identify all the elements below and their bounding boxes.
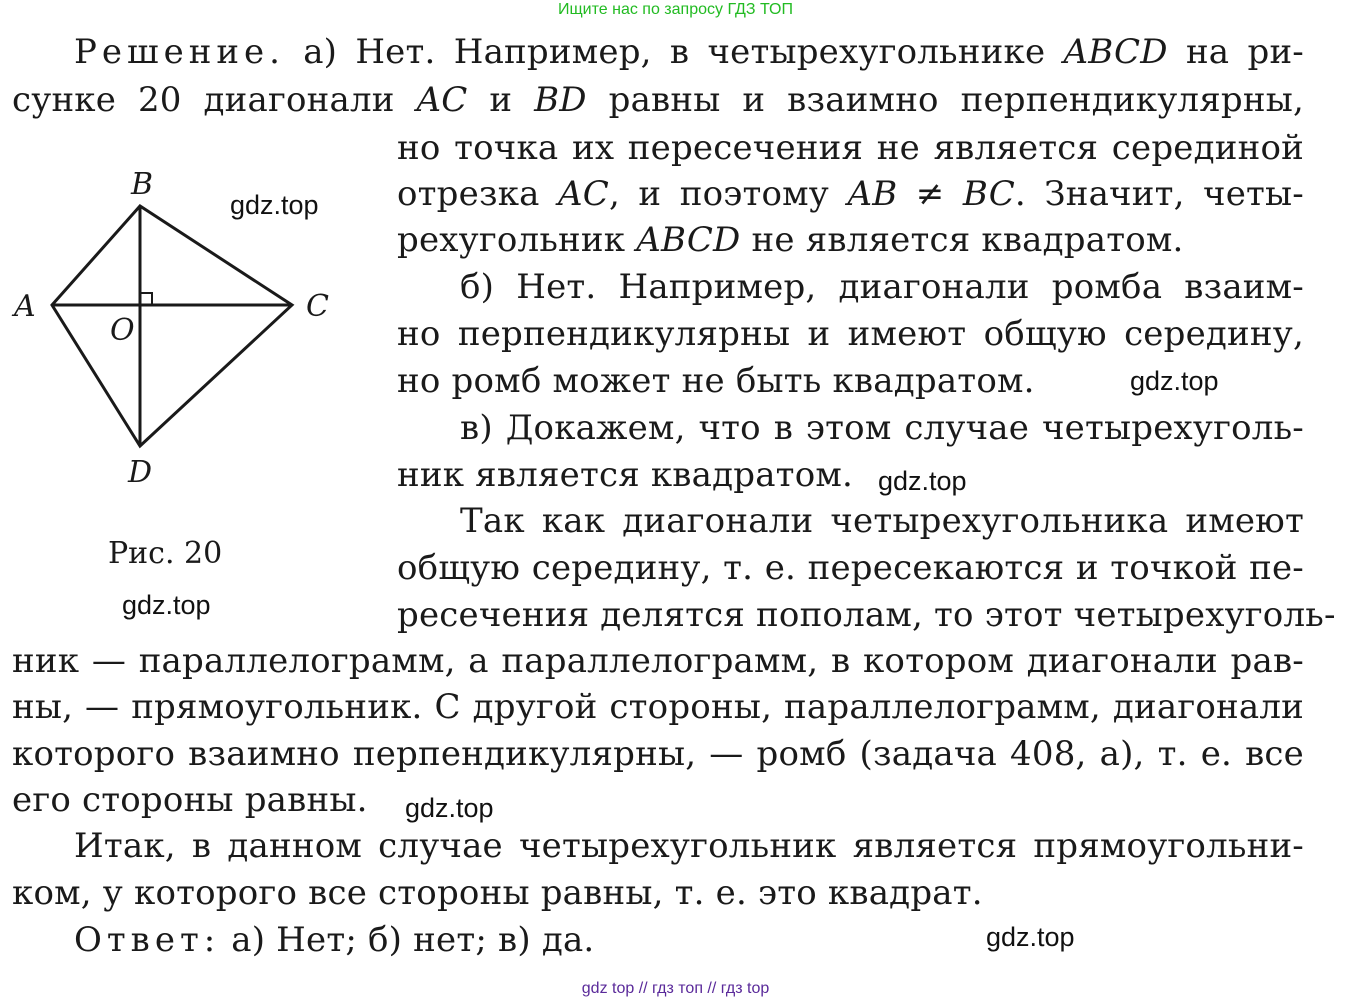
site-banner: Ищите нас по запросу ГДЗ ТОП — [558, 1, 793, 18]
label-b: B — [131, 167, 154, 202]
text-line-19: ком, у которого все стороны равны, т. е. это квадрат. — [12, 873, 983, 913]
watermark: gdz.top — [878, 466, 967, 496]
label-a: A — [14, 289, 36, 324]
solution-label: Решение. — [74, 32, 285, 72]
label-d: D — [128, 455, 153, 490]
math-bd: BD — [534, 80, 587, 120]
text-line-13: ресечения делятся пополам, то этот четырехуголь- — [397, 595, 1336, 635]
watermark: gdz.top — [405, 793, 494, 823]
math-abcd: ABCD — [1063, 32, 1168, 72]
text-line-11: Так как диагонали четырехугольника имеют — [460, 501, 1304, 541]
text-line-16: которого взаимно перпендикулярны, — ромб (задача 408, а), т. е. все — [12, 734, 1304, 774]
right-angle-mark — [140, 293, 152, 305]
label-c: C — [306, 289, 329, 324]
figure-caption: Рис. 20 — [108, 536, 223, 571]
text-line-1: Решение. а) Нет. Например, в четырехугольнике ABCD на ри- — [74, 32, 1304, 72]
text-line-8: но ромб может не быть квадратом. — [397, 361, 1035, 401]
watermark: gdz.top — [986, 922, 1075, 952]
text-line-18: Итак, в данном случае четырехугольник является прямоугольни- — [74, 826, 1304, 866]
text-line-3: но точка их пересечения не является серединой — [397, 128, 1304, 168]
text-line-12: общую середину, т. е. пересекаются и точкой пе- — [397, 548, 1304, 588]
watermark: gdz.top — [1130, 366, 1219, 396]
text-line-9: в) Докажем, что в этом случае четырехуголь- — [460, 408, 1304, 448]
label-o: O — [110, 313, 135, 348]
text-line-17: его стороны равны. — [12, 780, 368, 820]
text-line-14: ник — параллелограмм, а параллелограмм, в котором диагонали рав- — [12, 641, 1304, 681]
text-line-10: ник является квадратом. — [397, 455, 854, 495]
text-line-2: сунке 20 диагонали AC и BD равны и взаимно перпендикулярны, — [12, 80, 1304, 120]
quadrilateral-abcd — [52, 206, 292, 446]
text-line-20: Ответ: а) Нет; б) нет; в) да. — [74, 920, 595, 960]
text-line-5: рехугольник ABCD не является квадратом. — [397, 220, 1184, 260]
watermark: gdz.top — [230, 190, 319, 220]
watermark: gdz.top — [122, 590, 211, 620]
text-line-7: но перпендикулярны и имеют общую середину, — [397, 314, 1304, 354]
answer-label: Ответ: — [74, 920, 221, 960]
text-line-4: отрезка AC, и поэтому AB ≠ BC. Значит, четы- — [397, 174, 1304, 214]
text-line-15: ны, — прямоугольник. С другой стороны, параллелограмм, диагонали — [12, 687, 1304, 727]
text-line-6: б) Нет. Например, диагонали ромба взаим- — [460, 267, 1304, 307]
math-ac: AC — [416, 80, 468, 120]
footer-links: gdz top // гдз топ // гдз top — [581, 980, 770, 997]
